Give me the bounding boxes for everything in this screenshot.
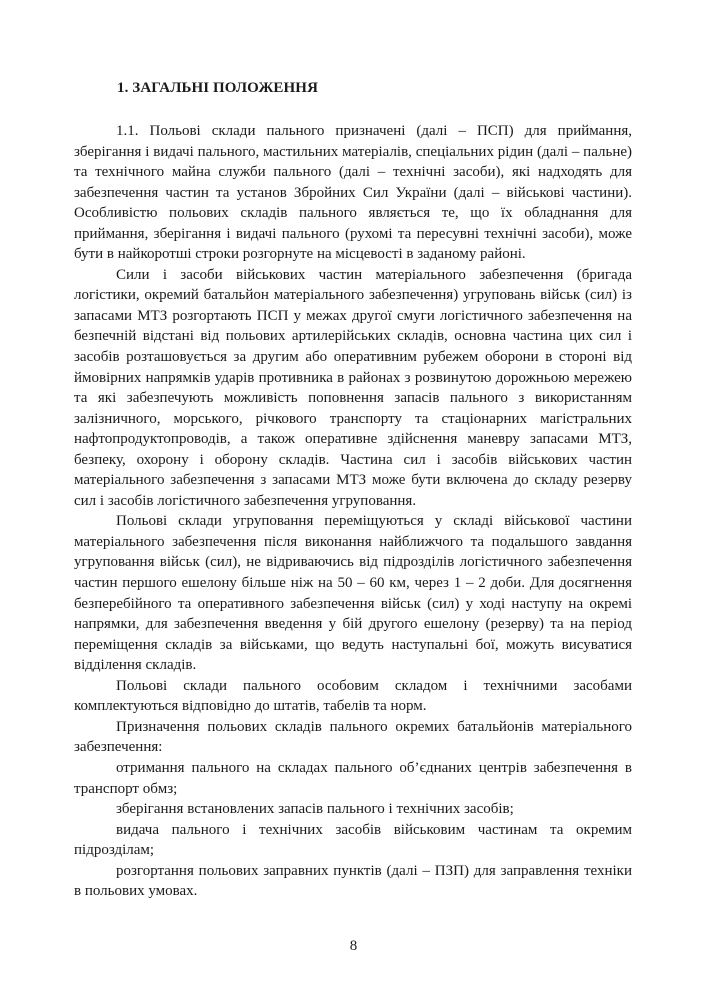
purpose-item-storage: зберігання встановлених запасів пального і технічних засобів; — [116, 801, 514, 818]
purpose-item-deployment: розгортання польових заправних пунктів (далі – ПЗП) для заправлення техніки в польових умовах. — [74, 862, 632, 900]
purpose-item-receiving: отримання пального на складах пального об’єднаних центрів забезпечення в транспорт обмз; — [74, 759, 632, 797]
purpose-item-issue: видача пального і технічних засобів військовим частинам та окремим підрозділам; — [74, 821, 632, 859]
body-text — [74, 121, 632, 902]
paragraph-1-1: 1.1. Польові склади пального призначені (далі – ПСП) для приймання, зберігання і видачі пального, мастильних матеріалів, спеціальних рідин (далі – пальне) та технічного майна служби пального (далі – технічні засоби), які надходять для забезпечення частин та установ Збройних Сил України (далі – військові частини). Особливістю польових складів пального являється те, що їх обладнання для приймання, зберігання і видачі пального (рухомі та пересувні технічні засоби), може бути в найкоротші строки розгорнуте на місцевості в заданому районі. — [74, 123, 632, 263]
paragraph-purpose: Призначення польових складів пального окремих батальйонів матеріального забезпечення: — [74, 718, 632, 756]
page-number: 8 — [349, 938, 358, 954]
section-heading: 1. ЗАГАЛЬНІ ПОЛОЖЕННЯ — [117, 80, 319, 96]
paragraph-forces: Сили і засоби військових частин матеріального забезпечення (бригада логістики, окремий батальйон матеріального забезпечення) угруповань військ (сил) із запасами МТЗ розгортають ПСП у межах другої смуги логістичного забезпечення на безпечній відстані від польових артилерійських складів, основна частина цих сил і засобів розташовується за другим або оперативним рубежем оборони в стороні від ймовірних напрямків ударів противника в районах з розвинутою дорожньою мережею та які забезпечують можливість поповнення запасів пального з використанням залізничного, морського, річкового транспорту та стаціонарних магістральних нафтопродуктопроводів, а також оперативне здійснення маневру запасами МТЗ, безпеку, охорону і оборону складів. Частина сил і засобів військових частин матеріального забезпечення з запасами МТЗ може бути включена до складу резерву сил і засобів логістичного забезпечення угруповання. — [74, 266, 632, 509]
paragraph-relocation: Польові склади угруповання переміщуються у складі військової частини матеріального забезпечення після виконання найближчого та подальшого завдання угруповання військ (сил), не відриваючись від підрозділів логістичного забезпечення частин першого ешелону більше ніж на 50 – 60 км, через 1 – 2 доби. Для досягнення безперебійного та оперативного забезпечення військ (сил) у ході наступу на окремі напрямки, для забезпечення введення у бій другого ешелону (резерву) та на період переміщення складів за військами, що ведуть наступальні бої, можуть висуватися відділення складів. — [74, 513, 632, 674]
paragraph-staffing: Польові склади пального особовим складом і технічними засобами комплектуються відповідно до штатів, табелів та норм. — [74, 677, 632, 715]
